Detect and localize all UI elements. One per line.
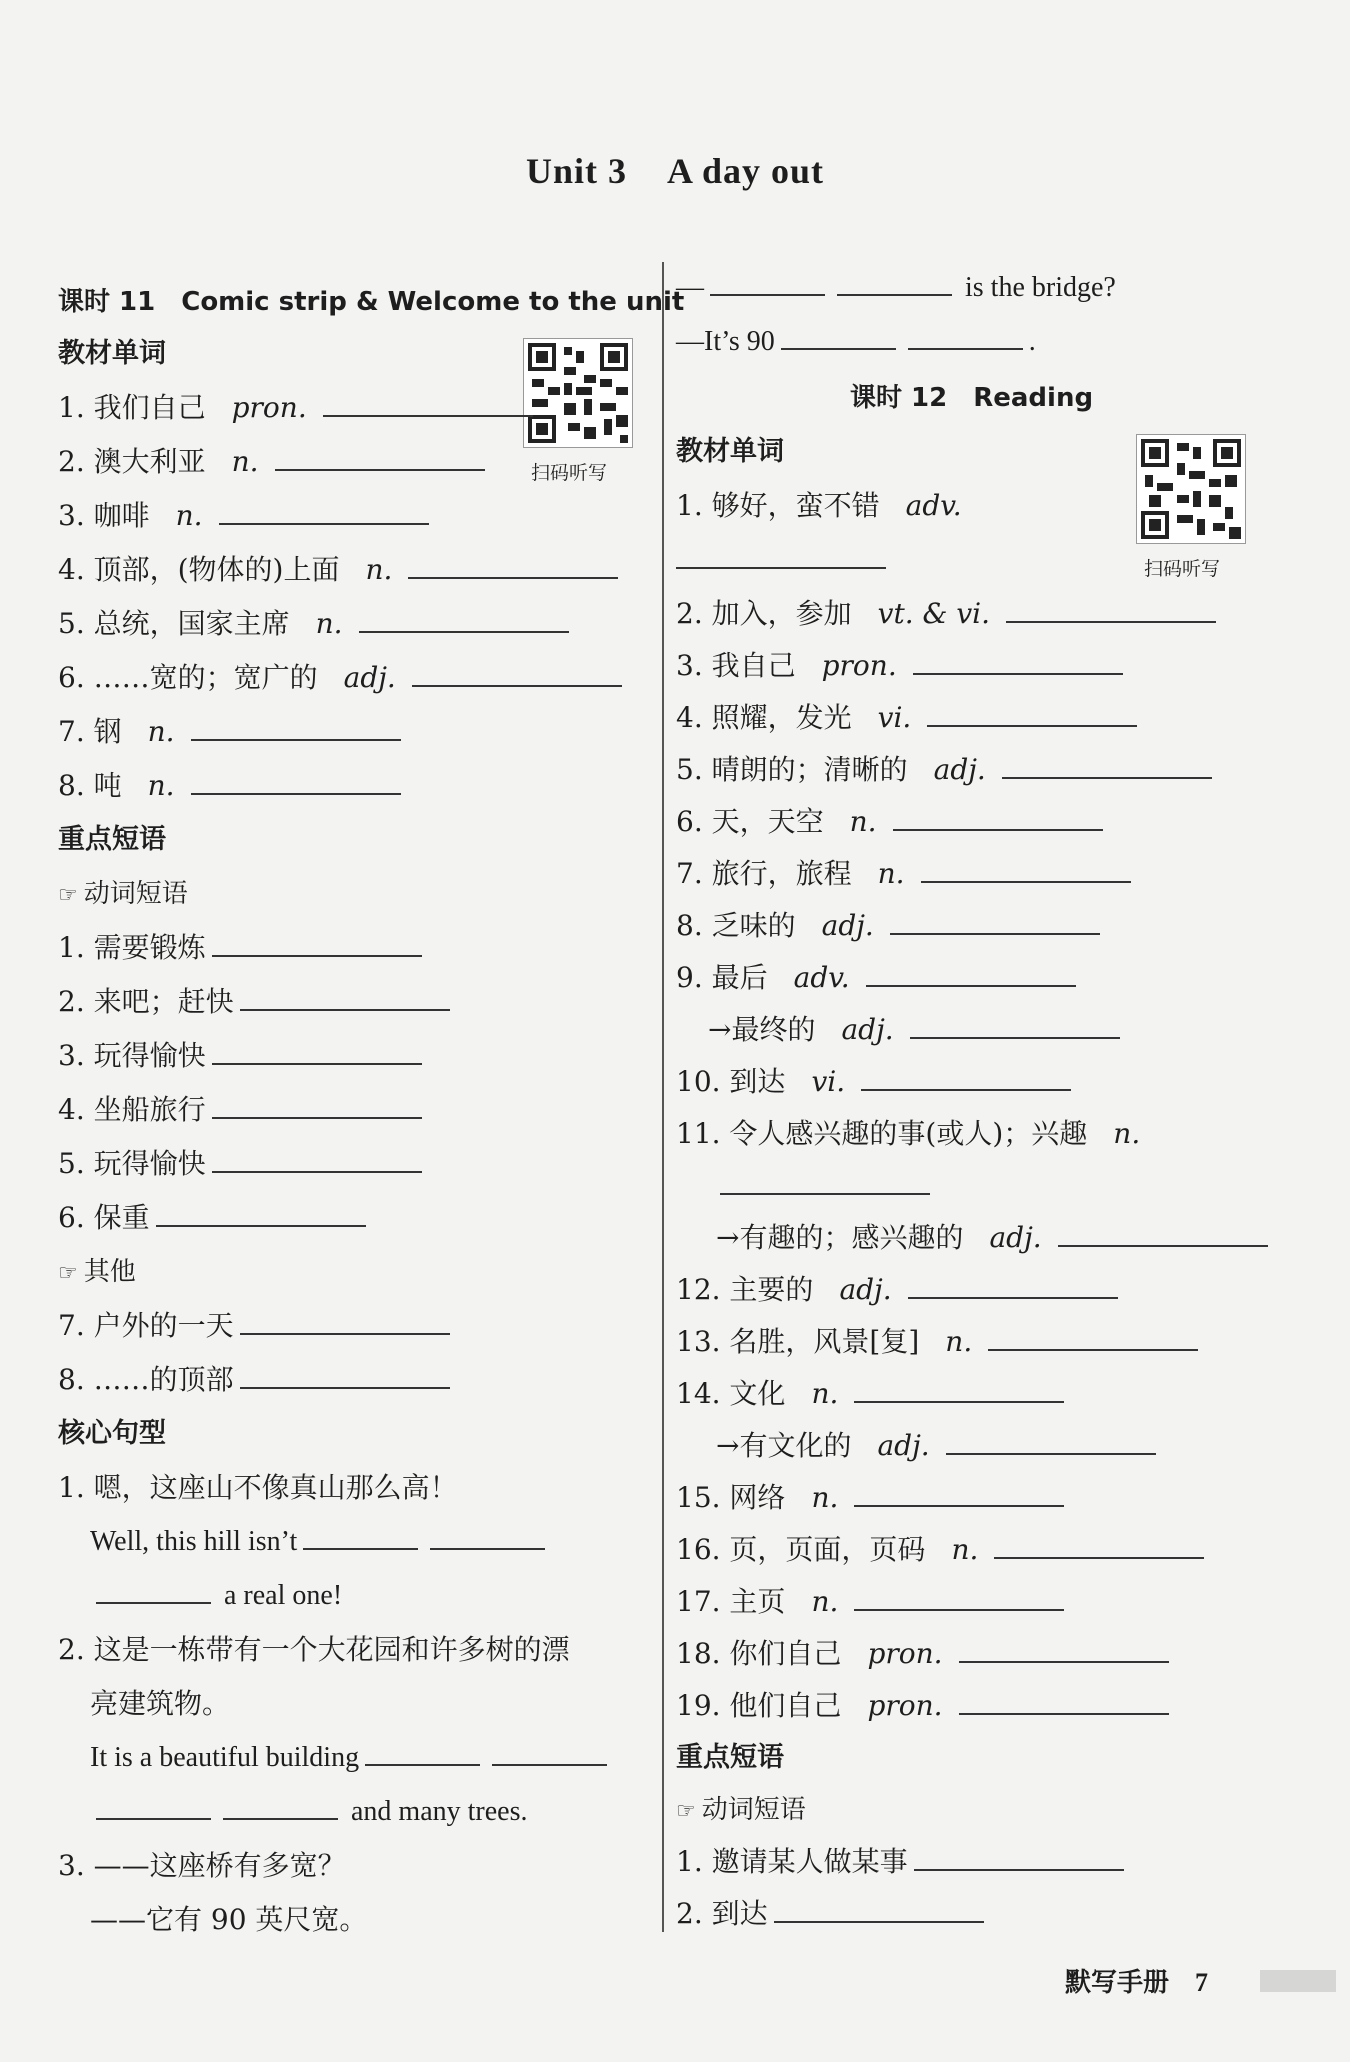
- sentence-en: Well, this hill isn’t: [90, 1516, 551, 1568]
- sentence-cn: 2. 这是一栋带有一个大花园和许多树的漂: [58, 1633, 570, 1666]
- answer-blank[interactable]: [212, 925, 422, 957]
- answer-blank[interactable]: [240, 1357, 450, 1389]
- phrase-item: 2. 到达: [676, 1888, 990, 1940]
- lesson-11-heading: 课时 11 Comic strip & Welcome to the unit: [58, 287, 685, 317]
- answer-blank[interactable]: [908, 318, 1023, 350]
- vocab-item: 10. 到达 vi.: [676, 1056, 1077, 1108]
- vocab-item: 6. 天，天空 n.: [676, 796, 1109, 848]
- answer-blank[interactable]: [96, 1572, 211, 1604]
- phrase-item: 1. 需要锻炼: [58, 922, 428, 974]
- sentence-en: —It’s 90 .: [676, 316, 1036, 368]
- footer-decoration: [1260, 1970, 1336, 1992]
- answer-blank[interactable]: [908, 1267, 1118, 1299]
- answer-blank[interactable]: [240, 979, 450, 1011]
- answer-blank[interactable]: [323, 385, 533, 417]
- answer-blank[interactable]: [854, 1579, 1064, 1611]
- answer-blank[interactable]: [959, 1631, 1169, 1663]
- vocab-item: 7. 旅行，旅程 n.: [676, 848, 1137, 900]
- answer-blank[interactable]: [927, 695, 1137, 727]
- answer-blank[interactable]: [1058, 1215, 1268, 1247]
- answer-blank[interactable]: [854, 1371, 1064, 1403]
- vocab-item: [720, 1160, 936, 1212]
- answer-blank[interactable]: [303, 1518, 418, 1550]
- vocab-item: [676, 534, 892, 586]
- vocab-item: 14. 文化 n.: [676, 1368, 1070, 1420]
- vocab-item: 13. 名胜，风景[复] n.: [676, 1316, 1204, 1368]
- answer-blank[interactable]: [191, 709, 401, 741]
- qr-code-icon: [524, 339, 632, 447]
- answer-blank[interactable]: [720, 1163, 930, 1195]
- answer-blank[interactable]: [240, 1303, 450, 1335]
- vocab-item: 5. 总统，国家主席 n.: [58, 598, 575, 650]
- answer-blank[interactable]: [861, 1059, 1071, 1091]
- answer-blank[interactable]: [910, 1007, 1120, 1039]
- answer-blank[interactable]: [914, 1839, 1124, 1871]
- vocab-heading: 教材单词: [676, 436, 784, 467]
- phrase-heading: 重点短语: [58, 824, 166, 855]
- vocab-item: →有趣的；感兴趣的 adj.: [716, 1212, 1274, 1264]
- answer-blank[interactable]: [921, 851, 1131, 883]
- answer-blank[interactable]: [676, 537, 886, 569]
- sentence-cn: 3. ——这座桥有多宽？: [58, 1849, 346, 1882]
- vocab-item: 1. 够好，蛮不错 adv.: [676, 489, 962, 522]
- vocab-item: 7. 钢 n.: [58, 706, 407, 758]
- vocab-item: 8. 乏味的 adj.: [676, 900, 1106, 952]
- answer-blank[interactable]: [156, 1195, 366, 1227]
- qr-code[interactable]: [523, 338, 633, 448]
- phrase-item: 5. 玩得愉快: [58, 1138, 428, 1190]
- answer-blank[interactable]: [96, 1788, 211, 1820]
- answer-blank[interactable]: [412, 655, 622, 687]
- answer-blank[interactable]: [223, 1788, 338, 1820]
- page-footer: [1065, 1962, 1208, 1999]
- vocab-item: 2. 澳大利亚 n.: [58, 436, 491, 488]
- page-number: 7: [1195, 1968, 1209, 1997]
- vocab-item: 11. 令人感兴趣的事(或人)；兴趣 n.: [676, 1117, 1141, 1150]
- answer-blank[interactable]: [866, 955, 1076, 987]
- verb-phrase-heading: ☞ 动词短语: [676, 1795, 806, 1825]
- verb-phrase-heading: ☞ 动词短语: [58, 879, 188, 909]
- book-name: 默写手册: [1065, 1968, 1170, 1998]
- vocab-item: →最终的 adj.: [708, 1004, 1126, 1056]
- page-title: [0, 150, 1350, 192]
- answer-blank[interactable]: [219, 493, 429, 525]
- answer-blank[interactable]: [430, 1518, 545, 1550]
- vocab-item: →有文化的 adj.: [716, 1420, 1162, 1472]
- phrase-item: 1. 邀请某人做某事: [676, 1836, 1130, 1888]
- qr-caption: 扫码听写: [1144, 558, 1221, 580]
- phrase-item: 7. 户外的一天: [58, 1300, 456, 1352]
- answer-blank[interactable]: [710, 264, 825, 296]
- vocab-item: 6. ……宽的；宽广的 adj.: [58, 652, 628, 704]
- vocab-item: 2. 加入，参加 vt. & vi.: [676, 588, 1222, 640]
- answer-blank[interactable]: [365, 1734, 480, 1766]
- vocab-item: 9. 最后 adv.: [676, 952, 1082, 1004]
- answer-blank[interactable]: [1002, 747, 1212, 779]
- vocab-item: 3. 咖啡 n.: [58, 490, 435, 542]
- phrase-item: 8. ……的顶部: [58, 1354, 456, 1406]
- vocab-item: 5. 晴朗的；清晰的 adj.: [676, 744, 1218, 796]
- qr-caption: 扫码听写: [531, 462, 608, 484]
- vocab-item: 18. 你们自己 pron.: [676, 1628, 1175, 1680]
- answer-blank[interactable]: [212, 1033, 422, 1065]
- phrase-heading: 重点短语: [676, 1742, 784, 1773]
- answer-blank[interactable]: [212, 1087, 422, 1119]
- answer-blank[interactable]: [946, 1423, 1156, 1455]
- vocab-item: 16. 页，页面，页码 n.: [676, 1524, 1210, 1576]
- qr-code[interactable]: [1136, 434, 1246, 544]
- sentence-en: and many trees.: [90, 1786, 528, 1838]
- vocab-item: 1. 我们自己 pron.: [58, 382, 539, 434]
- sentence-en: a real one!: [90, 1570, 342, 1622]
- pointing-hand-icon: ☞: [676, 1799, 696, 1824]
- answer-blank[interactable]: [408, 547, 618, 579]
- answer-blank[interactable]: [913, 643, 1123, 675]
- answer-blank[interactable]: [837, 264, 952, 296]
- answer-blank[interactable]: [893, 799, 1103, 831]
- vocab-item: 19. 他们自己 pron.: [676, 1680, 1175, 1732]
- answer-blank[interactable]: [781, 318, 896, 350]
- answer-blank[interactable]: [1006, 591, 1216, 623]
- vocab-item: 12. 主要的 adj.: [676, 1264, 1124, 1316]
- sentence-en: — is the bridge?: [676, 262, 1116, 314]
- sentence-cn: 1. 嗯，这座山不像真山那么高！: [58, 1471, 458, 1504]
- sentence-cn: 亮建筑物。: [90, 1687, 231, 1720]
- answer-blank[interactable]: [191, 763, 401, 795]
- lesson-12-heading: 课时 12 Reading: [850, 383, 1094, 413]
- vocab-item: 4. 照耀，发光 vi.: [676, 692, 1143, 744]
- phrase-item: 6. 保重: [58, 1192, 372, 1244]
- vocab-heading: 教材单词: [58, 338, 166, 369]
- vocab-item: 17. 主页 n.: [676, 1576, 1070, 1628]
- vocab-item: 3. 我自己 pron.: [676, 640, 1129, 692]
- sentence-cn: ——它有 90 英尺宽。: [90, 1903, 368, 1936]
- answer-blank[interactable]: [994, 1527, 1204, 1559]
- unit-number: Unit 3: [525, 151, 627, 191]
- answer-blank[interactable]: [212, 1141, 422, 1173]
- answer-blank[interactable]: [959, 1683, 1169, 1715]
- answer-blank[interactable]: [854, 1475, 1064, 1507]
- sentence-heading: 核心句型: [58, 1418, 166, 1449]
- answer-blank[interactable]: [988, 1319, 1198, 1351]
- vocab-item: 15. 网络 n.: [676, 1472, 1070, 1524]
- phrase-item: 4. 坐船旅行: [58, 1084, 428, 1136]
- vocab-item: 4. 顶部，(物体的)上面 n.: [58, 544, 624, 596]
- pointing-hand-icon: ☞: [58, 1261, 78, 1286]
- column-divider: [662, 262, 664, 1932]
- qr-code-icon: [1137, 435, 1245, 543]
- answer-blank[interactable]: [275, 439, 485, 471]
- answer-blank[interactable]: [774, 1891, 984, 1923]
- pointing-hand-icon: ☞: [58, 883, 78, 908]
- answer-blank[interactable]: [890, 903, 1100, 935]
- answer-blank[interactable]: [492, 1734, 607, 1766]
- other-heading: ☞ 其他: [58, 1257, 136, 1287]
- vocab-item: 8. 吨 n.: [58, 760, 407, 812]
- sentence-en: It is a beautiful building: [90, 1732, 613, 1784]
- answer-blank[interactable]: [359, 601, 569, 633]
- phrase-item: 2. 来吧；赶快: [58, 976, 456, 1028]
- unit-name: A day out: [666, 151, 825, 191]
- phrase-item: 3. 玩得愉快: [58, 1030, 428, 1082]
